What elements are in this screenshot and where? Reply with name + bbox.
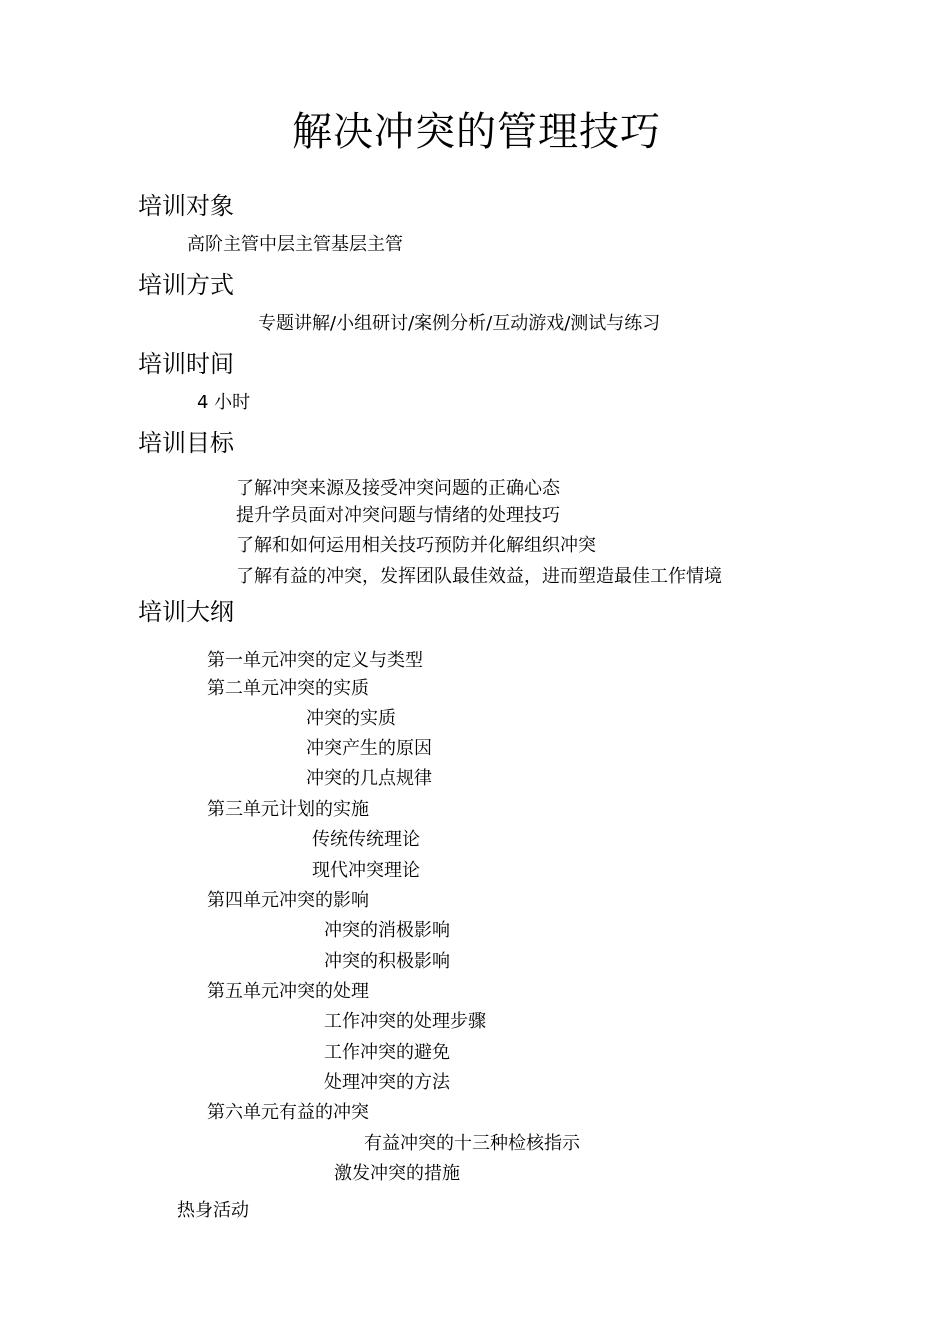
outline-unit-title: 第四单元冲突的影响 (207, 890, 369, 911)
outline-subitem: 处理冲突的方法 (324, 1072, 450, 1093)
section-heading-duration: 培训时间 (138, 350, 234, 378)
section-heading-method: 培训方式 (138, 271, 234, 299)
goal-item: 了解和如何运用相关技巧预防并化解组织冲突 (236, 535, 596, 556)
outline-subitem: 有益冲突的十三种检核指示 (364, 1133, 580, 1154)
section-heading-outline: 培训大纲 (138, 598, 234, 626)
goal-item: 了解有益的冲突，发挥团队最佳效益，进而塑造最佳工作情境 (236, 566, 722, 587)
outline-subitem: 冲突的几点规律 (306, 768, 432, 789)
method-text: 专题讲解/小组研讨/案例分析/互动游戏/测试与练习 (258, 313, 661, 334)
outline-footer: 热身活动 (177, 1200, 249, 1221)
outline-unit-title: 第二单元冲突的实质 (207, 678, 369, 699)
outline-subitem: 激发冲突的措施 (334, 1163, 460, 1184)
outline-subitem: 现代冲突理论 (312, 860, 420, 881)
page-title: 解决冲突的管理技巧 (292, 109, 661, 155)
outline-subitem: 冲突的实质 (306, 708, 396, 729)
outline-subitem: 工作冲突的处理步骤 (324, 1011, 486, 1032)
section-heading-audience: 培训对象 (138, 192, 234, 220)
outline-subitem: 冲突的消极影响 (324, 920, 450, 941)
goal-item: 提升学员面对冲突问题与情绪的处理技巧 (236, 505, 560, 526)
outline-subitem: 传统传统理论 (312, 829, 420, 850)
section-heading-goals: 培训目标 (138, 429, 234, 457)
outline-unit-title: 第五单元冲突的处理 (207, 981, 369, 1002)
outline-unit-title: 第一单元冲突的定义与类型 (207, 650, 423, 671)
goal-item: 了解冲突来源及接受冲突问题的正确心态 (236, 478, 560, 499)
outline-subitem: 冲突的积极影响 (324, 951, 450, 972)
outline-unit-title: 第三单元计划的实施 (207, 799, 369, 820)
audience-text: 高阶主管中层主管基层主管 (187, 234, 403, 255)
outline-subitem: 工作冲突的避免 (324, 1042, 450, 1063)
outline-subitem: 冲突产生的原因 (306, 738, 432, 759)
duration-text: 4 小时 (197, 392, 251, 413)
outline-unit-title: 第六单元有益的冲突 (207, 1102, 369, 1123)
